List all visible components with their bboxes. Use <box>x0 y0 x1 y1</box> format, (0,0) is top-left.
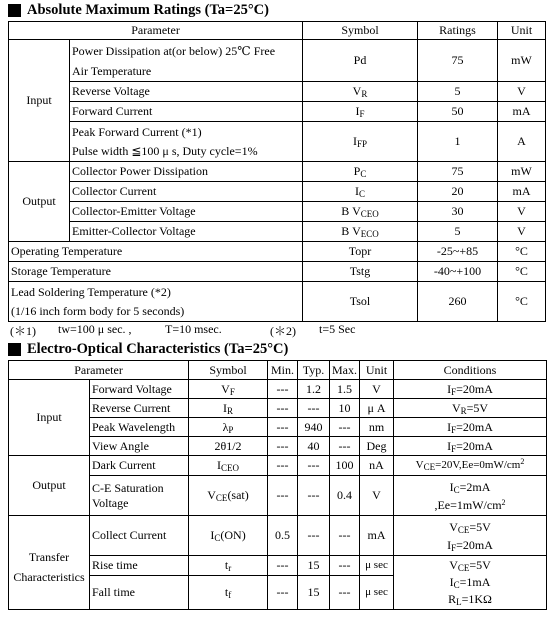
symbol-cell: B $V_{ECO}$ <box>303 222 418 242</box>
min-cell: --- <box>268 556 298 576</box>
typ-cell: 15 <box>298 576 330 610</box>
unit-cell: μ A <box>360 399 394 418</box>
group-label-transfer: Transfer Characteristics <box>9 516 90 610</box>
symbol-cell: $I_{CEO}$ <box>189 456 268 476</box>
param-cell: Storage Temperature <box>9 262 303 282</box>
min-cell: --- <box>268 380 298 399</box>
amr-table <box>8 21 546 322</box>
rating-cell: 50 <box>418 102 498 122</box>
unit-cell: mA <box>360 516 394 556</box>
amr-title: Absolute Maximum Ratings (Ta=25°C) <box>27 1 269 18</box>
square-bullet-icon <box>8 4 21 17</box>
param-cell: View Angle <box>90 437 189 456</box>
eoc-table <box>8 360 547 610</box>
note1-period: T=10 msec. <box>165 322 222 336</box>
unit-cell: V <box>360 380 394 399</box>
param-cell: Forward Current <box>70 102 303 122</box>
param-cell: Peak Wavelength <box>90 418 189 437</box>
rating-cell: 20 <box>418 182 498 202</box>
symbol-cell: Tsol <box>303 282 418 322</box>
param-cell: C-E Saturation Voltage <box>90 476 189 516</box>
table-row <box>9 102 546 122</box>
condition-cell: $V_{CE}=5V$ $I_C=1mA$ $R_L=1K\Omega$ <box>394 556 547 610</box>
table-header-row <box>9 361 547 380</box>
header-unit: Unit <box>498 22 546 40</box>
unit-cell: °C <box>498 242 546 262</box>
table-header-row <box>9 22 546 40</box>
unit-cell: μ sec <box>360 576 394 610</box>
rating-cell: 5 <box>418 222 498 242</box>
rating-cell: 75 <box>418 40 498 82</box>
group-label-output: Output <box>9 162 70 242</box>
unit-cell: mW <box>498 162 546 182</box>
param-cell: Collector Current <box>70 182 303 202</box>
rating-cell: 75 <box>418 162 498 182</box>
table-row <box>9 516 547 556</box>
param-cell: Peak Forward Current (*1) Pulse width ≦100 μ s, Duty cycle=1% <box>70 122 303 162</box>
param-cell: Dark Current <box>90 456 189 476</box>
unit-cell: mW <box>498 40 546 82</box>
typ-cell: 15 <box>298 556 330 576</box>
table-row <box>9 476 547 516</box>
unit-cell: nm <box>360 418 394 437</box>
symbol-cell: Tstg <box>303 262 418 282</box>
unit-cell: V <box>498 202 546 222</box>
amr-section-title <box>8 1 269 19</box>
header-min: Min. <box>268 361 298 380</box>
rating-cell: -40~+100 <box>418 262 498 282</box>
table-row <box>9 456 547 476</box>
condition-cell: $V_{CE}=20V,Ee=0mW/cm^2$ <box>394 456 547 476</box>
symbol-cell: 2θ1/2 <box>189 437 268 456</box>
note1-text: tw=100 μ sec. , <box>58 322 132 336</box>
min-cell: --- <box>268 437 298 456</box>
param-cell: Reverse Voltage <box>70 82 303 102</box>
unit-cell: V <box>498 82 546 102</box>
note2-mark: (＊2) <box>270 324 296 338</box>
eoc-title: Electro-Optical Characteristics (Ta=25°C) <box>27 340 289 357</box>
max-cell: 100 <box>330 456 360 476</box>
symbol-cell: Pd <box>303 40 418 82</box>
typ-cell: --- <box>298 456 330 476</box>
header-unit: Unit <box>360 361 394 380</box>
eoc-section-title <box>8 340 288 358</box>
table-row <box>9 122 546 162</box>
param-cell: Power Dissipation at(or below) 25℃ Free Air Temperature <box>70 40 303 82</box>
symbol-cell: $V_F$ <box>189 380 268 399</box>
unit-cell: nA <box>360 456 394 476</box>
typ-cell: --- <box>298 399 330 418</box>
max-cell: --- <box>330 556 360 576</box>
min-cell: --- <box>268 418 298 437</box>
param-cell: Fall time <box>90 576 189 610</box>
param-cell: Collector Power Dissipation <box>70 162 303 182</box>
unit-cell: °C <box>498 282 546 322</box>
rating-cell: 260 <box>418 282 498 322</box>
rating-cell: 30 <box>418 202 498 222</box>
table-row <box>9 418 547 437</box>
symbol-cell: $I_C$ <box>303 182 418 202</box>
unit-cell: V <box>498 222 546 242</box>
symbol-cell: $P_C$ <box>303 162 418 182</box>
unit-cell: mA <box>498 182 546 202</box>
typ-cell: 1.2 <box>298 380 330 399</box>
note2-text: t=5 Sec <box>319 322 356 336</box>
min-cell: --- <box>268 576 298 610</box>
unit-cell: °C <box>498 262 546 282</box>
unit-cell: V <box>360 476 394 516</box>
table-row <box>9 82 546 102</box>
table-row <box>9 437 547 456</box>
symbol-cell: $t_r$ <box>189 556 268 576</box>
symbol-cell: $I_R$ <box>189 399 268 418</box>
max-cell: 1.5 <box>330 380 360 399</box>
param-cell: Forward Voltage <box>90 380 189 399</box>
typ-cell: 940 <box>298 418 330 437</box>
table-row <box>9 399 547 418</box>
table-row <box>9 222 546 242</box>
square-bullet-icon <box>8 343 21 356</box>
typ-cell: --- <box>298 476 330 516</box>
condition-cell: $I_F=20mA$ <box>394 380 547 399</box>
group-label-input: Input <box>9 40 70 162</box>
table-row <box>9 202 546 222</box>
header-ratings: Ratings <box>418 22 498 40</box>
unit-cell: mA <box>498 102 546 122</box>
condition-cell: $V_{CE}=5V$ $I_F=20mA$ <box>394 516 547 556</box>
table-row <box>9 556 547 576</box>
unit-cell: A <box>498 122 546 162</box>
param-cell: Rise time <box>90 556 189 576</box>
max-cell: --- <box>330 418 360 437</box>
condition-cell: $I_F=20mA$ <box>394 418 547 437</box>
unit-cell: μ sec <box>360 556 394 576</box>
table-row <box>9 380 547 399</box>
condition-cell: $V_R=5V$ <box>394 399 547 418</box>
symbol-cell: $V_{CE}(sat)$ <box>189 476 268 516</box>
table-row <box>9 242 546 262</box>
group-label-input: Input <box>9 380 90 456</box>
param-cell: Emitter-Collector Voltage <box>70 222 303 242</box>
min-cell: 0.5 <box>268 516 298 556</box>
symbol-cell: Topr <box>303 242 418 262</box>
min-cell: --- <box>268 456 298 476</box>
param-cell: Collect Current <box>90 516 189 556</box>
symbol-cell: $\lambda_P$ <box>189 418 268 437</box>
symbol-cell: $I_F$ <box>303 102 418 122</box>
param-cell: Collector-Emitter Voltage <box>70 202 303 222</box>
param-cell: Lead Soldering Temperature (*2) (1/16 inch form body for 5 seconds) <box>9 282 303 322</box>
header-typ: Typ. <box>298 361 330 380</box>
unit-cell: Deg <box>360 437 394 456</box>
note1-mark: (＊1) <box>10 324 36 338</box>
table-row <box>9 162 546 182</box>
condition-cell: $I_F=20mA$ <box>394 437 547 456</box>
table-row <box>9 40 546 82</box>
param-cell: Operating Temperature <box>9 242 303 262</box>
header-symbol: Symbol <box>303 22 418 40</box>
max-cell: --- <box>330 576 360 610</box>
min-cell: --- <box>268 476 298 516</box>
max-cell: --- <box>330 516 360 556</box>
group-label-output: Output <box>9 456 90 516</box>
header-symbol: Symbol <box>189 361 268 380</box>
min-cell: --- <box>268 399 298 418</box>
rating-cell: 1 <box>418 122 498 162</box>
typ-cell: 40 <box>298 437 330 456</box>
symbol-cell: $I_{FP}$ <box>303 122 418 162</box>
rating-cell: 5 <box>418 82 498 102</box>
param-cell: Reverse Current <box>90 399 189 418</box>
header-parameter: Parameter <box>9 22 303 40</box>
table-row <box>9 282 546 322</box>
symbol-cell: B $V_{CEO}$ <box>303 202 418 222</box>
header-parameter: Parameter <box>9 361 189 380</box>
table-row <box>9 262 546 282</box>
symbol-cell: $t_f$ <box>189 576 268 610</box>
symbol-cell: $I_C(ON)$ <box>189 516 268 556</box>
symbol-cell: $V_R$ <box>303 82 418 102</box>
rating-cell: -25~+85 <box>418 242 498 262</box>
max-cell: 10 <box>330 399 360 418</box>
header-max: Max. <box>330 361 360 380</box>
max-cell: 0.4 <box>330 476 360 516</box>
condition-cell: $I_C=2mA$ $,Ee=1mW/cm^2$ <box>394 476 547 516</box>
max-cell: --- <box>330 437 360 456</box>
typ-cell: --- <box>298 516 330 556</box>
table-row <box>9 182 546 202</box>
header-conditions: Conditions <box>394 361 547 380</box>
